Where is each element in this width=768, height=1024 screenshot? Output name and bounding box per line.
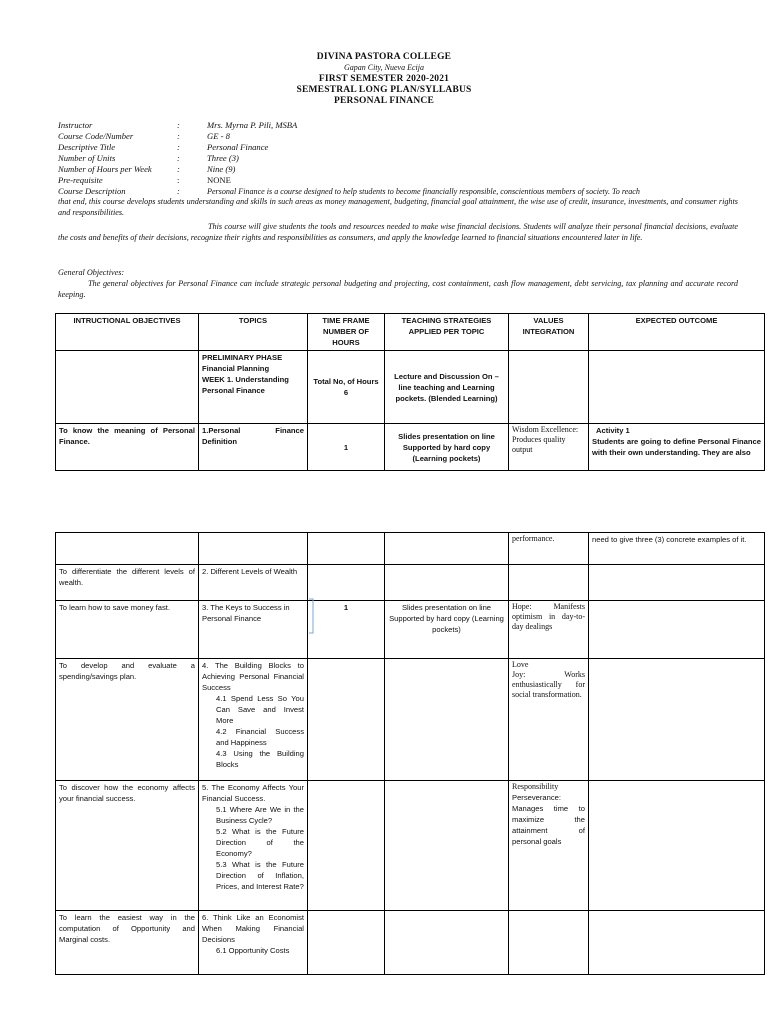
header-time-frame: TIME FRAME NUMBER OF HOURS [308, 314, 385, 351]
cell-time [308, 659, 385, 781]
cell-outcome [589, 911, 765, 975]
cell-strategy: Slides presentation on line Supported by hard copy (Learning pockets) [385, 424, 509, 471]
header-objectives: INTRUCTIONAL OBJECTIVES [56, 314, 199, 351]
cell-values [509, 911, 589, 975]
general-objectives-title: General Objectives: [58, 268, 125, 277]
cell-time [308, 781, 385, 911]
cell-topic: 3. The Keys to Success in Personal Finance [199, 601, 308, 659]
cell-strategy [385, 565, 509, 601]
cell-time: 1 [308, 424, 385, 471]
description-paragraph-2: This course will give students the tools and resources needed to make wise financial decisions. Students will analyze their personal financial decisions, evaluate the costs and benefits of their decisions, recognize their rights and responsibilities as consumers, and apply the knowledge learned to financial situations encountered later in life. [58, 222, 738, 242]
table-row [56, 424, 765, 471]
cell-time [308, 565, 385, 601]
cell-values [509, 565, 589, 601]
cell-topic: 2. Different Levels of Wealth [199, 565, 308, 601]
cell-outcome [589, 659, 765, 781]
cell-time: Total No, of Hours 6 [308, 351, 385, 424]
subject-title: PERSONAL FINANCE [333, 96, 435, 106]
table-row [56, 781, 765, 911]
table-row [56, 351, 765, 424]
cell-time [308, 533, 385, 565]
cell-objective [56, 533, 199, 565]
cell-outcome: need to give three (3) concrete examples of it. [589, 533, 765, 565]
cell-outcome [589, 781, 765, 911]
cell-topic [199, 533, 308, 565]
cell-values: Responsibility Perseverance: Manages time to maximize the attainment of personal goals [509, 781, 589, 911]
cell-strategy: Lecture and Discussion On – line teaching and Learning pockets. (Blended Learning) [385, 351, 509, 424]
cell-topic: 4. The Building Blocks to Achieving Personal Financial Success 4.1 Spend Less So You Can Save and Invest More 4.2 Financial Success and Happiness 4.3 Using the Building Blocks [199, 659, 308, 781]
cell-objective: To learn the easiest way in the computation of Opportunity and Marginal costs. [56, 911, 199, 975]
cell-values: Hope: Manifests optimism in day-to-day dealings [509, 601, 589, 659]
cell-values: Wisdom Excellence: Produces quality output [509, 424, 589, 471]
cell-strategy: Slides presentation on line Supported by hard copy (Learning pockets) [385, 601, 509, 659]
header-strategies: TEACHING STRATEGIES APPLIED PER TOPIC [385, 314, 509, 351]
description-continued: that end, this course develops students understanding and skills in such areas as money management, budgeting, financial goal attainment, the wise use of credit, insurance, investments, and consumer rights and responsibilities. [58, 197, 738, 217]
cell-topic: 5. The Economy Affects Your Financial Success. 5.1 Where Are We in the Business Cycle? 5.2 What is the Future Direction of the Economy? 5.3 What is the Future Direction of Inflation, Prices, and Interest Rate? [199, 781, 308, 911]
college-address: Gapan City, Nueva Ecija [344, 63, 424, 72]
cell-outcome [589, 601, 765, 659]
cell-values [509, 351, 589, 424]
course-info: Instructor : Mrs. Myrna P. Pili, MSBA Course Code/Number : GE - 8 Descriptive Title : Personal Finance Number of Units : Three (3) Number of Hours per Week : Nine (9) Pre-requisite : NONE Course Description : Personal Finance is a course designed to help students to become financially responsible, conscientious members of society. To reach [58, 120, 640, 196]
cell-topic: 6. Think Like an Economist When Making Financial Decisions 6.1 Opportunity Costs [199, 911, 308, 975]
table-row [56, 659, 765, 781]
cell-objective: To know the meaning of Personal Finance. [56, 424, 199, 471]
table-row [56, 601, 765, 659]
bracket-mark-icon [308, 598, 316, 634]
semester-title: FIRST SEMESTER 2020-2021 [318, 74, 450, 84]
header-topics: TOPICS [199, 314, 308, 351]
header-outcome: EXPECTED OUTCOME [589, 314, 765, 351]
cell-outcome [589, 351, 765, 424]
cell-objective: To discover how the economy affects your financial success. [56, 781, 199, 911]
cell-outcome: Activity 1 Students are going to define Personal Finance with their own understanding. They are also [589, 424, 765, 471]
cell-strategy [385, 911, 509, 975]
cell-strategy [385, 659, 509, 781]
table-row [56, 911, 765, 975]
general-objectives-text: The general objectives for Personal Finance can include strategic personal budgeting and projecting, cost containment, cash flow management, debt servicing, tax planning and accurate record keeping. [58, 279, 738, 299]
cell-objective: To learn how to save money fast. [56, 601, 199, 659]
table-row [56, 533, 765, 565]
cell-objective: To develop and evaluate a spending/savings plan. [56, 659, 199, 781]
cell-time [308, 911, 385, 975]
cell-values: Love Joy: Works enthusiastically for social transformation. [509, 659, 589, 781]
plan-title: SEMESTRAL LONG PLAN/SYLLABUS [296, 85, 472, 95]
cell-outcome [589, 565, 765, 601]
cell-objective: To differentiate the different levels of wealth. [56, 565, 199, 601]
syllabus-table-page2 [55, 532, 765, 975]
header-values: VALUES INTEGRATION [509, 314, 589, 351]
college-name: DIVINA PASTORA COLLEGE [316, 52, 452, 62]
table-header-row [56, 314, 765, 351]
cell-time: 1 [308, 601, 385, 659]
cell-strategy [385, 533, 509, 565]
cell-topic: PRELIMINARY PHASE Financial Planning WEEK 1. Understanding Personal Finance [199, 351, 308, 424]
cell-strategy [385, 781, 509, 911]
syllabus-table-page1 [55, 313, 765, 471]
cell-values: performance. [509, 533, 589, 565]
table-row [56, 565, 765, 601]
cell-topic: 1.Personal Finance Definition [199, 424, 308, 471]
cell-objective [56, 351, 199, 424]
